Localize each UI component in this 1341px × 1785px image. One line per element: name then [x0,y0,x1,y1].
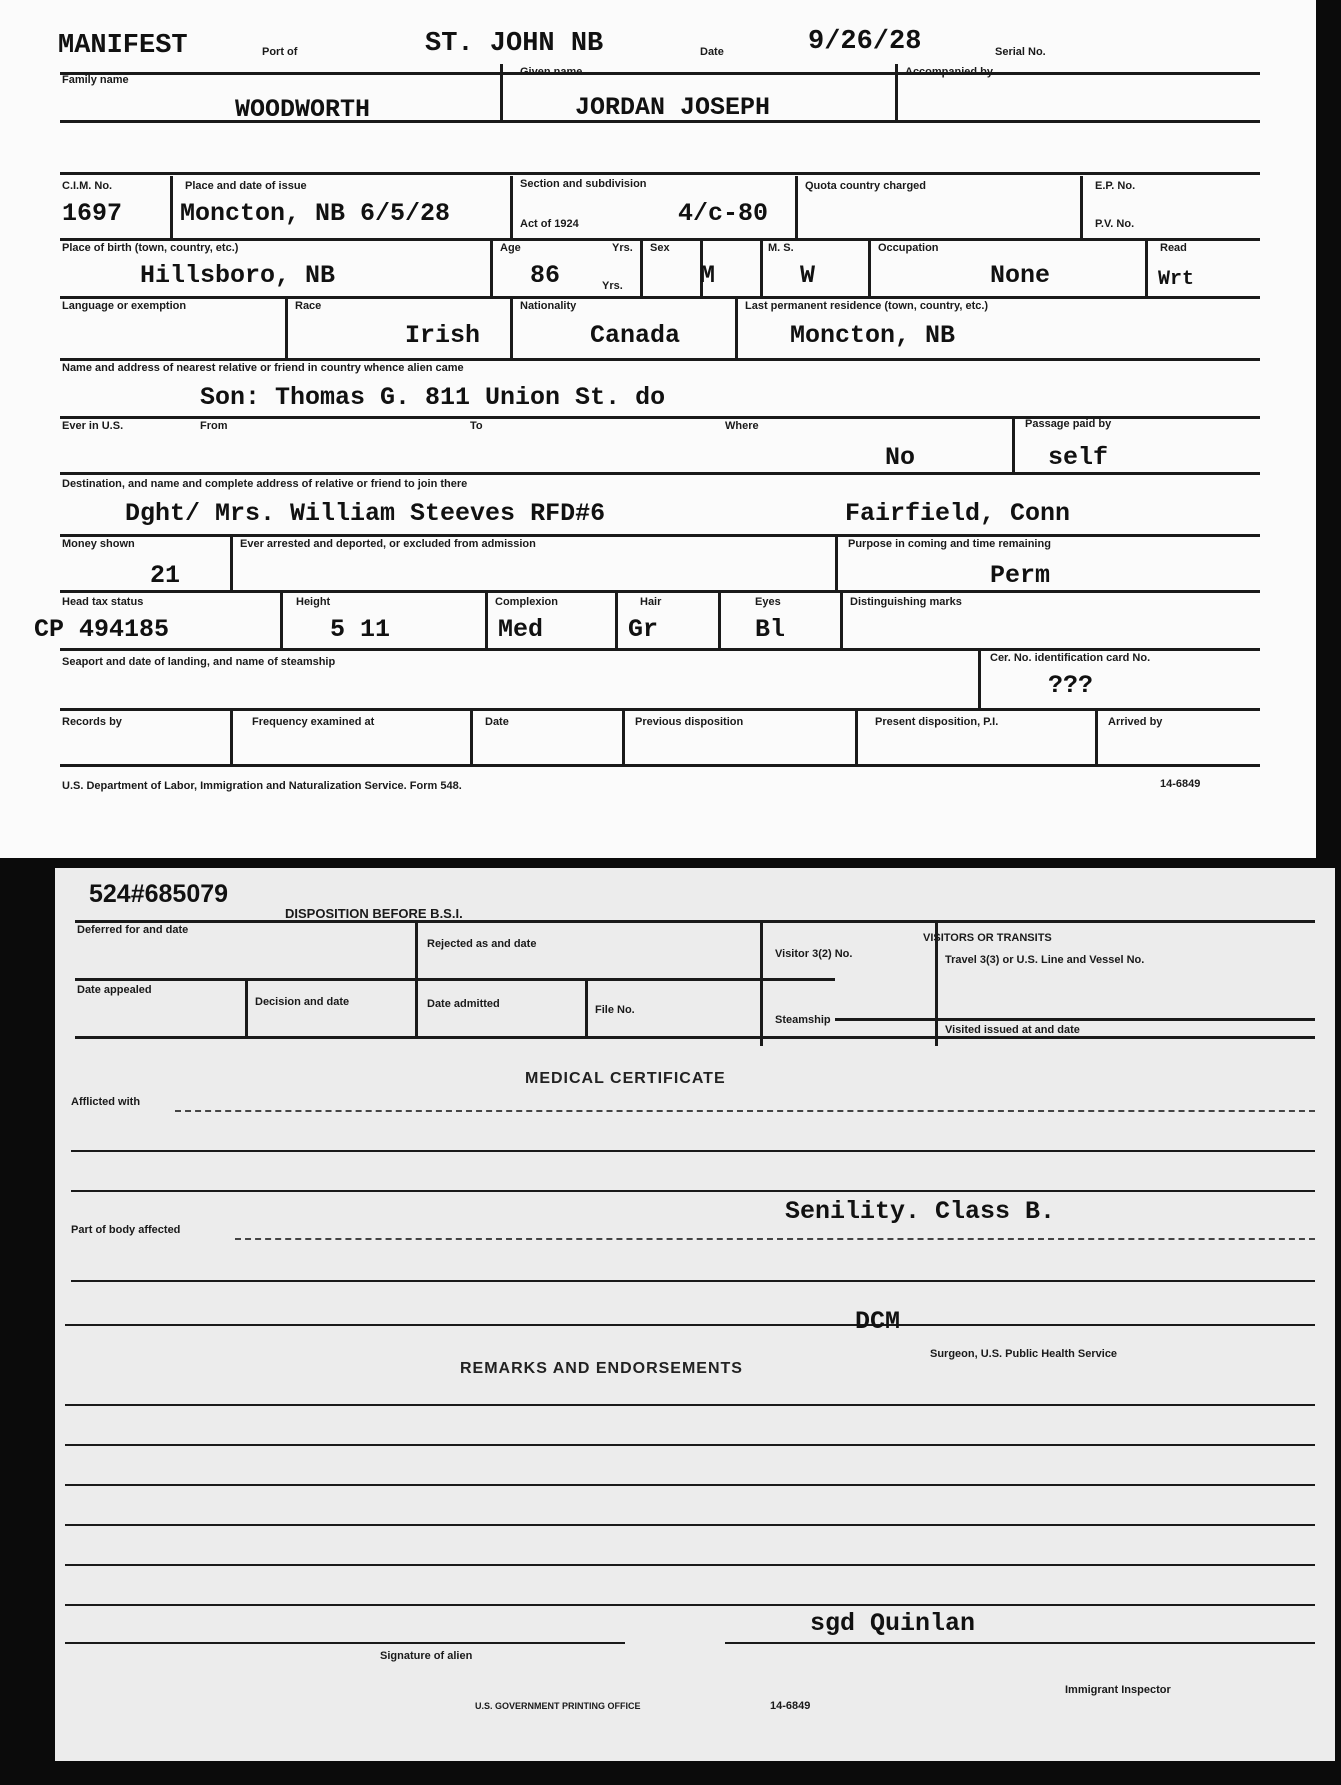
rule [1012,418,1015,472]
residence-label: Last permanent residence (town, country, etc.) [745,300,989,312]
rule [60,648,1260,651]
rule [485,592,488,648]
rule [868,240,871,296]
cert-value: ??? [1048,671,1094,700]
date-value: 9/26/28 [808,27,922,57]
birthplace-label: Place of birth (town, country, etc.) [62,242,239,254]
destination-value: Dght/ Mrs. William Steeves RFD#6 [125,499,606,528]
rule [60,590,1260,593]
front-footer: U.S. Department of Labor, Immigration and Naturalization Service. Form 548. [62,780,462,792]
nationality-value: Canada [590,321,681,350]
rule [855,710,858,764]
line [65,1524,1315,1526]
place-issue-label: Place and date of issue [185,180,307,192]
back-form-number: 14-6849 [770,1700,811,1712]
rule [510,298,513,358]
quota-label: Quota country charged [805,180,927,192]
rule [640,240,643,296]
seaport-label: Seaport and date of landing, and name of steamship [62,656,336,668]
prev-label: Previous disposition [635,716,744,728]
rule [170,176,173,238]
rule [60,238,1260,241]
read-value: Wrt [1158,268,1195,291]
rule [415,920,418,1036]
rule [835,536,838,590]
ms-value: W [800,261,816,290]
age-unit: Yrs. [602,280,623,292]
to-label: To [470,420,483,432]
travel-label: Travel 3(3) or U.S. Line and Vessel No. [945,954,1145,966]
rule [60,708,1260,711]
date-admitted-label: Date admitted [427,998,500,1010]
section-value: 4/c-80 [678,199,769,228]
serial-label: Serial No. [995,46,1046,58]
rule [230,710,233,764]
destination-city: Fairfield, Conn [845,499,1071,528]
complexion-label: Complexion [495,596,558,608]
age-label: Age [500,242,521,254]
destination-label: Destination, and name and complete address of relative or friend to join there [62,478,468,490]
rule [280,592,283,648]
relative-label: Name and address of nearest relative or friend in country whence alien came [62,362,464,374]
rule [1145,240,1148,296]
freq-label: Frequency examined at [252,716,375,728]
steamship-label: Steamship [775,1014,831,1026]
headtax-value: CP 494185 [34,615,170,644]
front-form-number: 14-6849 [1160,778,1201,790]
rule [60,764,1260,767]
file-no-label: File No. [595,1004,635,1016]
line [175,1110,1315,1112]
visited-label: Visited issued at and date [945,1024,1080,1036]
rule [75,920,1315,923]
rule [75,1036,1315,1039]
line [65,1642,625,1644]
rule [615,592,618,648]
rule [760,920,763,1046]
inspector-label: Immigrant Inspector [1065,1684,1171,1696]
read-label: Read [1160,242,1187,254]
rule [230,536,233,590]
occupation-label: Occupation [878,242,939,254]
rule [795,176,798,238]
hair-label: Hair [640,596,662,608]
afflicted-label: Afflicted with [71,1096,141,1108]
occupation-value: None [990,261,1051,290]
date-appealed-label: Date appealed [77,984,152,996]
rule [1080,176,1083,238]
marks-label: Distinguishing marks [850,596,962,608]
port-label: Port of [262,46,298,58]
rule [840,592,843,648]
arrived-label: Arrived by [1108,716,1163,728]
rule [490,240,493,296]
rule [978,650,981,708]
where-label: Where [725,420,759,432]
rule [760,240,763,296]
rule [470,710,473,764]
manifest-card-back [55,868,1335,1761]
file-number: 524#685079 [89,880,229,908]
yrs-label: Yrs. [612,242,633,254]
purpose-label: Purpose in coming and time remaining [848,538,1051,550]
surgeon-label: Surgeon, U.S. Public Health Service [930,1348,1118,1360]
rule [585,980,588,1036]
nationality-label: Nationality [520,300,577,312]
eyes-value: Bl [755,615,786,644]
date-label: Date [700,46,724,58]
line [65,1324,1315,1326]
section-sub-label: Act of 1924 [520,218,579,230]
rule [510,176,513,238]
disposition-title: DISPOSITION BEFORE B.S.I. [285,906,463,921]
family-name-value: WOODWORTH [235,95,371,124]
body-part-label: Part of body affected [71,1224,181,1236]
back-footer: U.S. GOVERNMENT PRINTING OFFICE [475,1701,641,1711]
rule [60,296,1260,299]
ever-us-value: No [885,443,916,472]
line [65,1564,1315,1566]
ep-label: E.P. No. [1095,180,1136,192]
rule [718,592,721,648]
rule [60,472,1260,475]
line [235,1238,1315,1240]
medical-title: MEDICAL CERTIFICATE [525,1070,726,1087]
given-name-label: Given name [520,66,583,78]
line [71,1190,1315,1192]
passage-label: Passage paid by [1025,418,1112,430]
line [65,1604,1315,1606]
ever-us-label: Ever in U.S. [62,420,124,432]
money-value: 21 [150,561,181,590]
manifest-card-front [0,0,1316,858]
rule [60,358,1260,361]
line [725,1642,1315,1644]
from-label: From [200,420,228,432]
rule [500,64,503,120]
rule [735,298,738,358]
race-label: Race [295,300,322,312]
birthplace-value: Hillsboro, NB [140,261,336,290]
deported-label: Ever arrested and deported, or excluded from admission [240,538,536,550]
rule [895,64,898,120]
rejected-label: Rejected as and date [427,938,537,950]
signed-value: sgd Quinlan [810,1609,976,1638]
cert-label: Cer. No. identification card No. [990,652,1151,664]
cim-value: 1697 [62,199,123,228]
rule [835,1018,1315,1021]
complexion-value: Med [498,615,544,644]
line [65,1404,1315,1406]
afflicted-value: Senility. Class B. [785,1197,1056,1226]
port-value: ST. JOHN NB [425,29,604,59]
eyes-label: Eyes [755,596,781,608]
ms-label: M. S. [768,242,794,254]
line [71,1280,1315,1282]
purpose-value: Perm [990,561,1051,590]
deferred-label: Deferred for and date [77,924,189,936]
rule [60,72,1260,75]
manifest-title: MANIFEST [58,31,188,61]
relative-value: Son: Thomas G. 811 Union St. do [200,383,666,412]
date2-label: Date [485,716,509,728]
headtax-label: Head tax status [62,596,144,608]
language-label: Language or exemption [62,300,187,312]
hair-value: Gr [628,615,659,644]
records-label: Records by [62,716,122,728]
sex-label: Sex [650,242,670,254]
rule [1095,710,1098,764]
passage-value: self [1048,443,1109,472]
rule [60,534,1260,537]
transits-label: VISITORS OR TRANSITS [923,932,1052,944]
height-value: 5 11 [330,615,391,644]
line [71,1150,1315,1152]
rule [75,978,835,981]
rule [622,710,625,764]
visitor-label: Visitor 3(2) No. [775,948,853,960]
rule [245,980,248,1036]
doctor-initials: DCM [855,1307,901,1336]
place-issue-value: Moncton, NB 6/5/28 [180,199,451,228]
accompanied-label: Accompanied by [905,66,994,78]
remarks-title: REMARKS AND ENDORSEMENTS [460,1360,743,1377]
sex-value: M [700,261,716,290]
money-label: Money shown [62,538,135,550]
signature-label: Signature of alien [380,1650,473,1662]
section-label: Section and subdivision [520,178,647,190]
decision-label: Decision and date [255,996,350,1008]
age-value: 86 [530,261,561,290]
line [65,1484,1315,1486]
height-label: Height [296,596,331,608]
rule [285,298,288,358]
given-name-value: JORDAN JOSEPH [575,93,771,122]
line [65,1444,1315,1446]
race-value: Irish [405,321,481,350]
family-name-label: Family name [62,74,129,86]
residence-value: Moncton, NB [790,321,956,350]
present-label: Present disposition, P.I. [875,716,999,728]
pv-label: P.V. No. [1095,218,1135,230]
rule [60,172,1260,175]
cim-label: C.I.M. No. [62,180,113,192]
